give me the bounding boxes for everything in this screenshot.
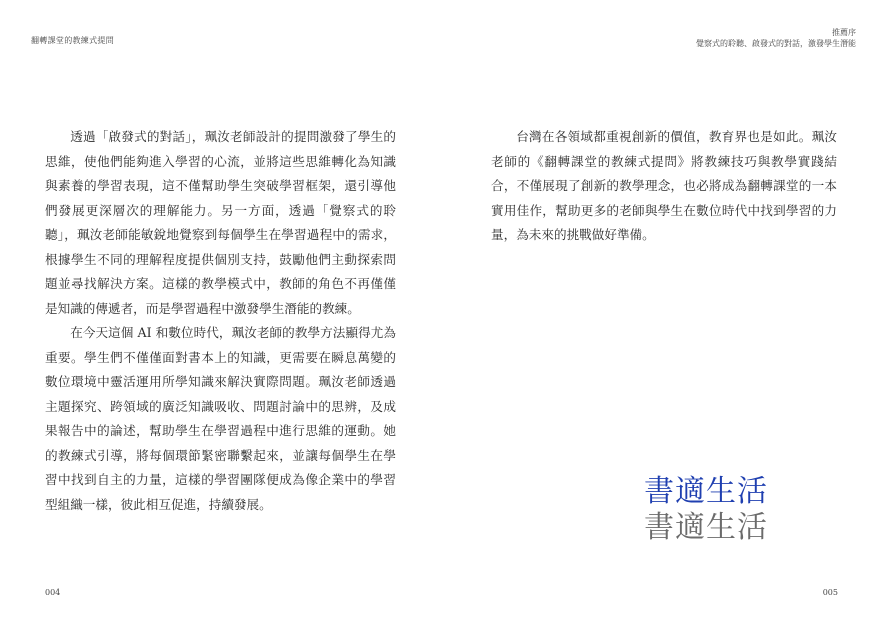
running-head-book-title: 翻轉課堂的教練式提問	[31, 36, 114, 45]
paragraph: 在今天這個 AI 和數位時代，珮汝老師的教學方法顯得尤為重要。學生們不僅僅面對書本上的知識，更需要在瞬息萬變的數位環境中靈活運用所學知識來解決實際問題。珮汝老師透過主題探究、跨領域的廣泛知識吸收、問題討論中的思辨，及成果報告中的論述，幫助學生在學習過程中進行思維的運動。她的教練式引導，將每個環節緊密聯繫起來，並讓每個學生在學習中找到自主的力量，這樣的學習團隊便成為像企業中的學習型組織一樣，彼此相互促進，持續發展。	[45, 325, 396, 512]
right-page	[441, 0, 882, 625]
left-page-body	[45, 125, 396, 517]
watermark-logo-blue: 書適生活	[644, 474, 768, 509]
page-number-left: 004	[45, 588, 61, 597]
paragraph: 透過「啟發式的對話」，珮汝老師設計的提問激發了學生的思維，使他們能夠進入學習的心流，並將這些思維轉化為知識與素養的學習表現，這不僅幫助學生突破學習框架，還引導他們發展更深層次的理解能力。另一方面，透過「覺察式的聆聽」，珮汝老師能敏銳地覺察到每個學生在學習過程中的需求，根據學生不同的理解程度提供個別支持，鼓勵他們主動探索問題並尋找解決方案。這樣的教學模式中，教師的角色不再僅僅是知識的傳遞者，而是學習過程中激發學生潛能的教練。	[45, 129, 396, 316]
watermark-logo-gray: 書適生活	[644, 510, 768, 545]
page-number-right: 005	[822, 588, 838, 597]
running-head-section: 推薦序	[832, 28, 856, 37]
running-head-chapter	[696, 27, 856, 49]
right-page-body	[491, 125, 837, 248]
running-head-chapter-title: 覺察式的聆聽、啟發式的對話，激發學生潛能	[696, 39, 856, 48]
paragraph: 台灣在各領域都重視創新的價值，教育界也是如此。珮汝老師的《翻轉課堂的教練式提問》將教練技巧與教學實踐結合，不僅展現了創新的教學理念，也必將成為翻轉課堂的一本實用佳作，幫助更多的老師與學生在數位時代中找到學習的力量，為未來的挑戰做好準備。	[491, 129, 837, 242]
